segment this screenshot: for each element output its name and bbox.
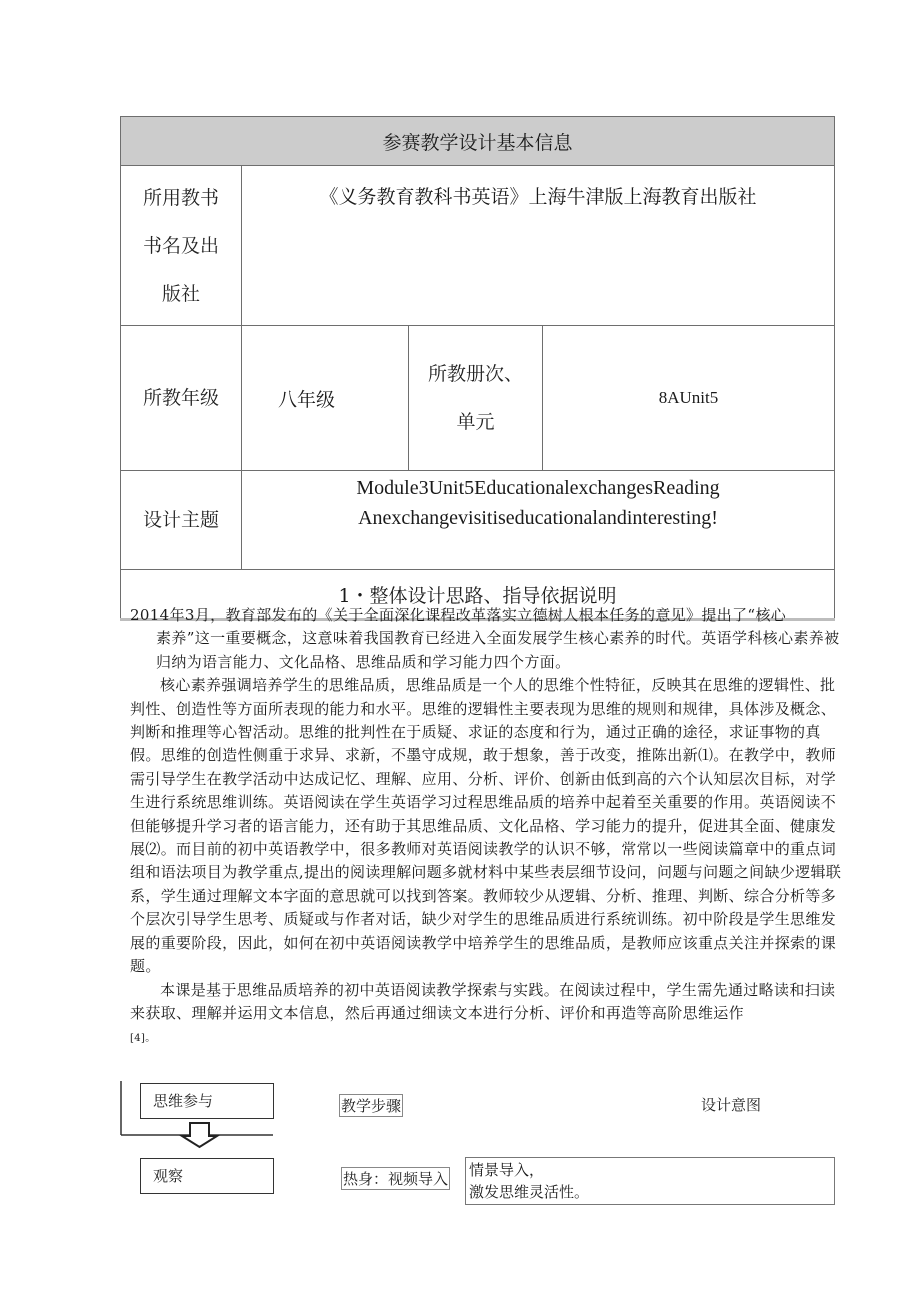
theme-value-line: Anexchangevisitiseducationalandinteresting! bbox=[358, 507, 718, 529]
paragraph-3 bbox=[130, 979, 842, 1051]
paragraph-1-line-1: 2014年3月，教育部发布的《关于全面深化课程改革落实立德树人根本任务的意见》提出了“核心 bbox=[130, 606, 787, 624]
intent-line: 情景导入， bbox=[469, 1161, 545, 1179]
intent-box bbox=[465, 1157, 835, 1205]
design-intent-label: 设计意图 bbox=[701, 1096, 762, 1114]
reference-marker: [4]。 bbox=[130, 1033, 156, 1045]
volume-label bbox=[409, 326, 543, 471]
paragraph-1-line-2: 素养”这一重要概念，这意味着我国教育已经进入全面发展学生核心素养的时代。英语学科核心素养被归纳为语言能力、文化品格、思维品质和学习能力四个方面。 bbox=[156, 629, 840, 671]
paragraph-2: 核心素养强调培养学生的思维品质，思维品质是一个人的思维个性特征，反映其在思维的逻辑性、批判性、创造性等方面所表现的能力和水平。思维的逻辑性主要表现为思维的规则和规律，具体涉及概念、判断和推理等心智活动。思维的批判性在于质疑、求证的态度和行为，通过正确的途径，求证事物的真假。思维的创造性侧重于求异、求新，不墨守成规，敢于想象，善于改变，推陈出新⑴。在教学中，教师需引导学生在教学活动中达成记忆、理解、应用、分析、评价、创新由低到高的六个认知层次目标，对学生进行系统思维训练。英语阅读在学生英语学习过程思维品质的培养中起着至关重要的作用。英语阅读不但能够提升学习者的语言能力，还有助于其思维品质、文化品格、学习能力的提升，促进其全面、健康发展⑵。而目前的初中英语教学中，很多教师对英语阅读教学的认识不够，常常以一些阅读篇章中的重点词组和语法项目为教学重点,提出的阅读理解问题多就材料中某些表层细节设问，问题与问题之间缺少逻辑联系，学生通过理解文本字面的意思就可以找到答案。教师较少从逻辑、分析、推理、判断、综合分析等多个层次引导学生思考、质疑或与作者对话，缺少对学生的思维品质进行系统训练。初中阶段是学生思维发展的重要阶段，因此，如何在初中英语阅读教学中培养学生的思维品质，是教师应该重点关注并探索的课题。 bbox=[130, 676, 842, 976]
textbook-value: 《义务教育教科书英语》上海牛津版上海教育出版社 bbox=[242, 166, 835, 326]
grade-label-text: 所教年级 bbox=[142, 387, 219, 409]
grade-value: 八年级 bbox=[242, 326, 409, 471]
paragraph-3-text: 本课是基于思维品质培养的初中英语阅读教学探索与实践。在阅读过程中，学生需先通过略读和扫读来获取、理解并运用文本信息，然后再通过细读文本进行分析、评价和再造等高阶思维运作 bbox=[130, 980, 836, 1022]
observe-box: 观察 bbox=[140, 1158, 274, 1194]
down-arrow-icon bbox=[182, 1123, 217, 1147]
paragraph-1 bbox=[130, 604, 842, 674]
volume-label-line: 所教册次、 bbox=[427, 363, 523, 385]
textbook-label-line: 所用教书 bbox=[142, 186, 219, 209]
theme-value-line: Module3Unit5EducationalexchangesReading bbox=[356, 477, 720, 499]
textbook-label bbox=[121, 166, 242, 326]
volume-label-line: 单元 bbox=[456, 411, 495, 433]
thinking-box: 思维参与 bbox=[140, 1083, 274, 1119]
theme-value bbox=[242, 471, 835, 570]
section-title: 1・整体设计思路、指导依据说明 bbox=[121, 570, 835, 620]
basic-info-table bbox=[120, 116, 835, 621]
warmup-step-label: 热身：视频导入 bbox=[341, 1167, 450, 1190]
volume-value: 8AUnit5 bbox=[543, 326, 835, 471]
textbook-label-line: 版社 bbox=[161, 282, 200, 305]
intent-line: 激发思维灵活性。 bbox=[469, 1183, 590, 1201]
grade-label bbox=[121, 326, 242, 471]
theme-label bbox=[121, 471, 242, 570]
theme-label-text: 设计主题 bbox=[142, 509, 219, 531]
teaching-steps-label: 教学步骤 bbox=[339, 1094, 403, 1117]
body-text bbox=[130, 604, 842, 1051]
textbook-label-line: 书名及出 bbox=[142, 234, 219, 257]
table-header: 参赛教学设计基本信息 bbox=[121, 117, 835, 166]
